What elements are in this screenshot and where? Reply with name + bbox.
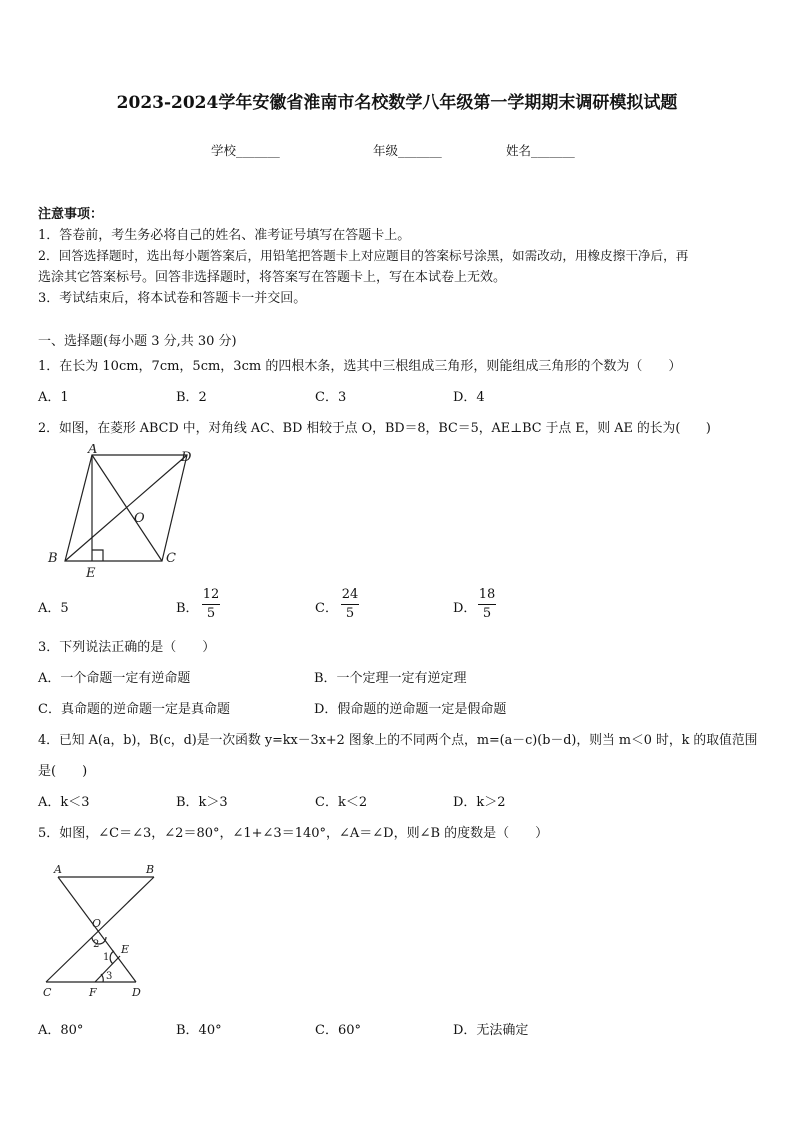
note-2-line2: 选涂其它答案标号。回答非选择题时，将答案写在答题卡上，写在本试卷上无效。 <box>38 270 507 285</box>
fig2-label-a: A <box>88 444 98 457</box>
question-4-stem-line2: 是( ) <box>38 764 88 779</box>
fig5-label-e: E <box>121 943 130 956</box>
question-1-option-a: A．1 <box>38 390 69 405</box>
fig2-label-b: B <box>48 551 58 566</box>
fig5-label-o: O <box>92 917 102 930</box>
question-3-option-d: D．假命题的逆命题一定是假命题 <box>314 702 507 717</box>
right-angle-mark <box>92 550 103 561</box>
question-4-option-d: D．k＞2 <box>453 795 506 810</box>
fig2-label-d: D <box>181 450 192 465</box>
diagonal-bd <box>65 455 187 561</box>
question-4-option-a: A．k＜3 <box>38 795 90 810</box>
question-2-option-b: B． <box>176 601 199 616</box>
question-5-option-d: D．无法确定 <box>453 1023 529 1038</box>
question-5-stem: 5．如图，∠C＝∠3，∠2＝80°，∠1+∠3＝140°，∠A＝∠D，则∠B 的度数是（ ） <box>38 826 549 841</box>
angle-3-arc <box>101 974 103 982</box>
question-2-option-c-fraction: 24 5 <box>341 587 359 621</box>
question-2-stem: 2．如图，在菱形 ABCD 中，对角线 AC、BD 相较于点 O，BD＝8，BC＝5，AE⊥BC 于点 E，则 AE 的长为( ) <box>38 421 711 436</box>
question-2-option-b-fraction: 12 5 <box>202 587 220 621</box>
angle-figure <box>36 860 166 1000</box>
question-3-option-b: B．一个定理一定有逆定理 <box>314 671 467 686</box>
question-3-option-a: A．一个命题一定有逆命题 <box>38 671 191 686</box>
question-3-option-c: C．真命题的逆命题一定是真命题 <box>38 702 230 717</box>
grade-field: 年级_______ <box>373 143 442 158</box>
fig5-label-d: D <box>132 986 141 999</box>
name-field: 姓名_______ <box>506 143 575 158</box>
section-heading: 一、选择题(每小题 3 分,共 30 分) <box>38 334 237 349</box>
fig5-label-b: B <box>146 863 155 876</box>
question-4-option-c: C．k＜2 <box>315 795 368 810</box>
question-5-option-c: C．60° <box>315 1023 361 1038</box>
fig5-angle-1-label: 1 <box>103 952 110 963</box>
fig2-label-o: O <box>134 511 145 526</box>
fig5-label-c: C <box>43 986 52 999</box>
rhombus-figure <box>40 444 210 584</box>
note-2-line1: 2．回答选择题时，选出每小题答案后，用铅笔把答题卡上对应题目的答案标号涂黑，如需改动，用橡皮擦干净后，再 <box>38 248 689 263</box>
question-1-option-c: C．3 <box>315 390 347 405</box>
question-2-option-d-fraction: 18 5 <box>478 587 496 621</box>
question-2-option-d: D． <box>453 601 477 616</box>
fig2-label-c: C <box>166 551 176 566</box>
note-1: 1．答卷前，考生务必将自己的姓名、准考证号填写在答题卡上。 <box>38 228 411 243</box>
question-1-option-b: B．2 <box>176 390 207 405</box>
question-5-option-a: A．80° <box>38 1023 84 1038</box>
question-4-option-b: B．k＞3 <box>176 795 228 810</box>
question-2-option-a: A．5 <box>38 601 69 616</box>
question-1-option-d: D．4 <box>453 390 485 405</box>
fig5-label-a: A <box>54 863 62 876</box>
fig2-label-e: E <box>86 566 96 581</box>
question-4-stem-line1: 4．已知 A(a，b)，B(c，d)是一次函数 y=kx－3x+2 图象上的不同两个点，m=(a－c)(b－d)，则当 m＜0 时，k 的取值范围 <box>38 733 758 748</box>
note-3: 3．考试结束后，将本试卷和答题卡一并交回。 <box>38 291 307 306</box>
fig5-angle-2-label: 2 <box>93 939 100 950</box>
question-1-stem: 1．在长为 10cm，7cm，5cm，3cm 的四根木条，选其中三根组成三角形，则能组成三角形的个数为（ ） <box>38 359 682 374</box>
notes-heading: 注意事项： <box>38 207 104 222</box>
page-title: 2023-2024学年安徽省淮南市名校数学八年级第一学期期末调研模拟试题 <box>116 93 678 113</box>
fig5-angle-3-label: 3 <box>106 971 113 982</box>
diagonal-ac <box>92 455 162 561</box>
question-5-option-b: B．40° <box>176 1023 222 1038</box>
school-field: 学校_______ <box>211 143 280 158</box>
question-2-option-c: C． <box>315 601 338 616</box>
fig5-label-f: F <box>89 986 97 999</box>
question-3-stem: 3．下列说法正确的是（ ） <box>38 640 216 655</box>
